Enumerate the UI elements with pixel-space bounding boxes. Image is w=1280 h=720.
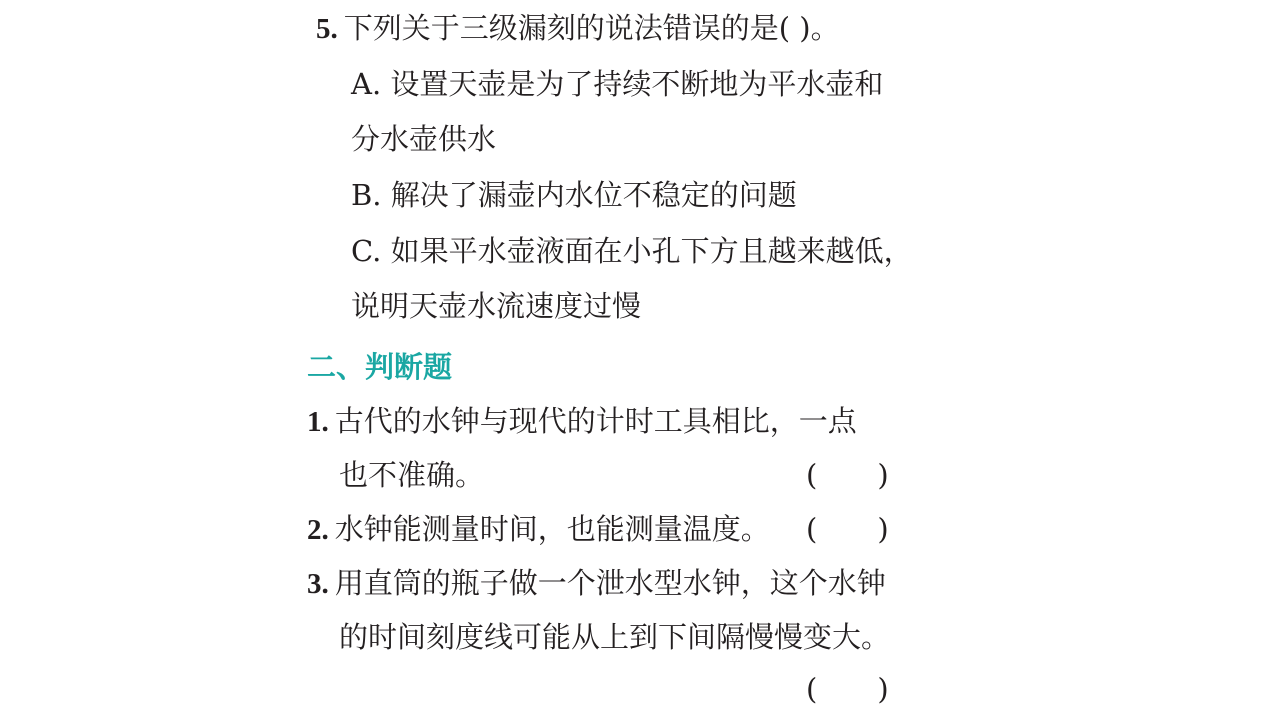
open-paren: ( <box>806 512 818 546</box>
judge-question-1-number: 1. <box>307 406 329 438</box>
section-title-judgement: 二、判断题 <box>307 350 453 384</box>
judge-question-3-answer-blank[interactable] <box>806 672 889 706</box>
judge-question-2-number: 2. <box>307 514 329 546</box>
judge-question-2 <box>307 512 770 546</box>
question-5-number: 5. <box>316 13 338 45</box>
judge-question-2-text: 水钟能测量时间，也能测量温度。 <box>334 512 770 546</box>
option-a-line2[interactable]: 分水壶供水 <box>351 122 497 156</box>
open-paren: ( <box>806 458 818 492</box>
judge-question-1-answer-blank[interactable] <box>806 458 889 492</box>
close-paren: ) <box>877 458 889 492</box>
judge-question-1-line2: 也不准确。 <box>339 458 485 492</box>
judge-question-3-text: 用直筒的瓶子做一个泄水型水钟，这个水钟 <box>334 566 886 600</box>
option-a-line1[interactable]: A. 设置天壶是为了持续不断地为平水壶和 <box>351 67 884 101</box>
judge-question-3-number: 3. <box>307 568 329 600</box>
option-c-line1[interactable]: C. 如果平水壶液面在小孔下方且越来越低， <box>351 234 913 268</box>
question-5-stem <box>316 11 840 45</box>
close-paren: ) <box>877 512 889 546</box>
option-c-line2[interactable]: 说明天壶水流速度过慢 <box>351 289 642 323</box>
question-5-text: 下列关于三级漏刻的说法错误的是( )。 <box>343 11 840 45</box>
judge-question-1-text: 古代的水钟与现代的计时工具相比，一点 <box>334 404 857 438</box>
judge-question-3-line2: 的时间刻度线可能从上到下间隔慢慢变大。 <box>339 620 891 654</box>
open-paren: ( <box>806 672 818 706</box>
close-paren: ) <box>877 672 889 706</box>
judge-question-2-answer-blank[interactable] <box>806 512 889 546</box>
judge-question-1-line1 <box>307 404 857 438</box>
option-b[interactable]: B. 解决了漏壶内水位不稳定的问题 <box>351 178 797 212</box>
judge-question-3-line1 <box>307 566 886 600</box>
